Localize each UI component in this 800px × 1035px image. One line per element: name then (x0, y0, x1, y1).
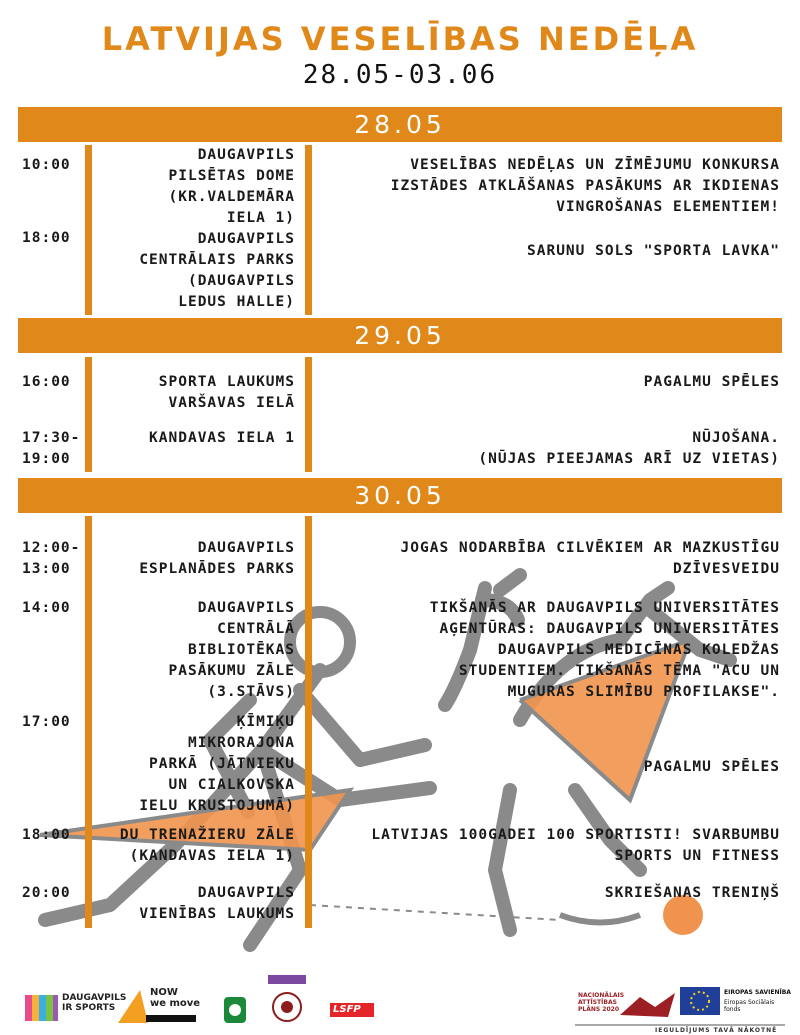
sports-shield-logo (224, 997, 246, 1023)
page-title: LATVIJAS VESELĪBAS NEDĒĻA (101, 20, 699, 58)
daugavpils-sports-logo (25, 995, 58, 1021)
event-time: 10:00 (22, 157, 71, 173)
day-header-bar (18, 107, 782, 142)
date-range: 28.05-03.06 (302, 60, 498, 90)
column-divider (305, 357, 312, 472)
event-description: PAGALMU SPĒLES (643, 759, 780, 775)
event-time: 16:00 (22, 374, 71, 390)
ministry-logo (268, 975, 306, 1021)
column-divider (85, 145, 92, 315)
event-description: LATVIJAS 100GADEI 100 SPORTISTI! SVARBUMBU SPORTS UN FITNESS (371, 827, 780, 864)
day-header-bar (18, 318, 782, 353)
nap-logo (620, 993, 675, 1017)
event-location: DAUGAVPILS PILSĒTAS DOME (KR.VALDEMĀRA IELA 1) (168, 147, 295, 226)
event-time: 14:00 (22, 600, 71, 616)
event-location: ĶĪMIĶU MIKRORAJONA PARKĀ (JĀTNIEKU UN CIALKOVSKA IELU KRUSTOJUMĀ) (139, 714, 295, 814)
event-description: TIKŠANĀS AR DAUGAVPILS UNIVERSITĀTES AĢENTŪRAS: DAUGAVPILS UNIVERSITĀTES DAUGAVPILS MEDICĪNAS KOLEDŽAS STUDENTIEM. TIKŠANĀS TĒMA "ACU UN MUGURAS SLIMĪBU PROFILAKSE". (429, 600, 780, 700)
now-we-move-text: NOW we move (150, 987, 201, 1009)
event-description: SARUNU SOLS "SPORTA LAVKA" (527, 243, 780, 259)
sponsor-logos (0, 965, 800, 1035)
eu-flag-logo (680, 987, 720, 1015)
event-time: 12:00- 13:00 (22, 540, 81, 577)
event-description: SKRIEŠANAS TRENIŅŠ (604, 885, 780, 901)
slogan-text: IEGULDĪJUMS TAVĀ NĀKOTNĒ (655, 1027, 778, 1034)
day-date: 29.05 (354, 321, 446, 350)
event-time: 18:00 (22, 230, 71, 246)
event-description: NŪJOŠANA. (NŪJAS PIEEJAMAS ARĪ UZ VIETAS) (478, 430, 780, 467)
column-divider (85, 357, 92, 472)
event-location: DAUGAVPILS ESPLANĀDES PARKS (139, 540, 295, 577)
event-location: SPORTA LAUKUMS VARŠAVAS IELĀ (158, 374, 295, 411)
event-time: 17:00 (22, 714, 71, 730)
column-divider (85, 516, 92, 928)
event-time: 17:30- 19:00 (22, 430, 81, 467)
event-description: VESELĪBAS NEDĒĻAS UN ZĪMĒJUMU KONKURSA IZSTĀDES ATKLĀŠANAS PASĀKUMS AR IKDIENAS VINGROŠANAS ELEMENTIEM! (390, 157, 780, 215)
event-location: DAUGAVPILS CENTRĀLAIS PARKS (DAUGAVPILS LEDUS HALLE) (139, 231, 295, 310)
eu-fund-text: Eiropas Sociālais fonds (724, 999, 775, 1013)
day-date: 28.05 (354, 110, 446, 139)
event-location: KANDAVAS IELA 1 (149, 430, 295, 446)
lsfp-text: LSFP (333, 1004, 361, 1015)
daugavpils-sports-text: DAUGAVPILS IR SPORTS (62, 993, 127, 1013)
event-description: PAGALMU SPĒLES (643, 374, 780, 390)
nap-text: NACIONĀLAIS ATTĪSTĪBAS PLĀNS 2020 (578, 992, 625, 1013)
event-time: 20:00 (22, 885, 71, 901)
event-location: DU TRENAŽIERU ZĀLE (KANDAVAS IELA 1) (119, 827, 295, 864)
event-location: DAUGAVPILS CENTRĀLĀ BIBLIOTĒKAS PASĀKUMU ZĀLE (3.STĀVS) (168, 600, 295, 700)
event-location: DAUGAVPILS VIENĪBAS LAUKUMS (139, 885, 295, 922)
column-divider (305, 145, 312, 315)
column-divider (305, 516, 312, 928)
eu-text: EIROPAS SAVIENĪBA (724, 989, 791, 996)
day-header-bar (18, 478, 782, 513)
event-description: JOGAS NODARBĪBA CILVĒKIEM AR MAZKUSTĪGU DZĪVESVEIDU (400, 540, 780, 577)
day-date: 30.05 (354, 481, 446, 510)
event-time: 18:00 (22, 827, 71, 843)
